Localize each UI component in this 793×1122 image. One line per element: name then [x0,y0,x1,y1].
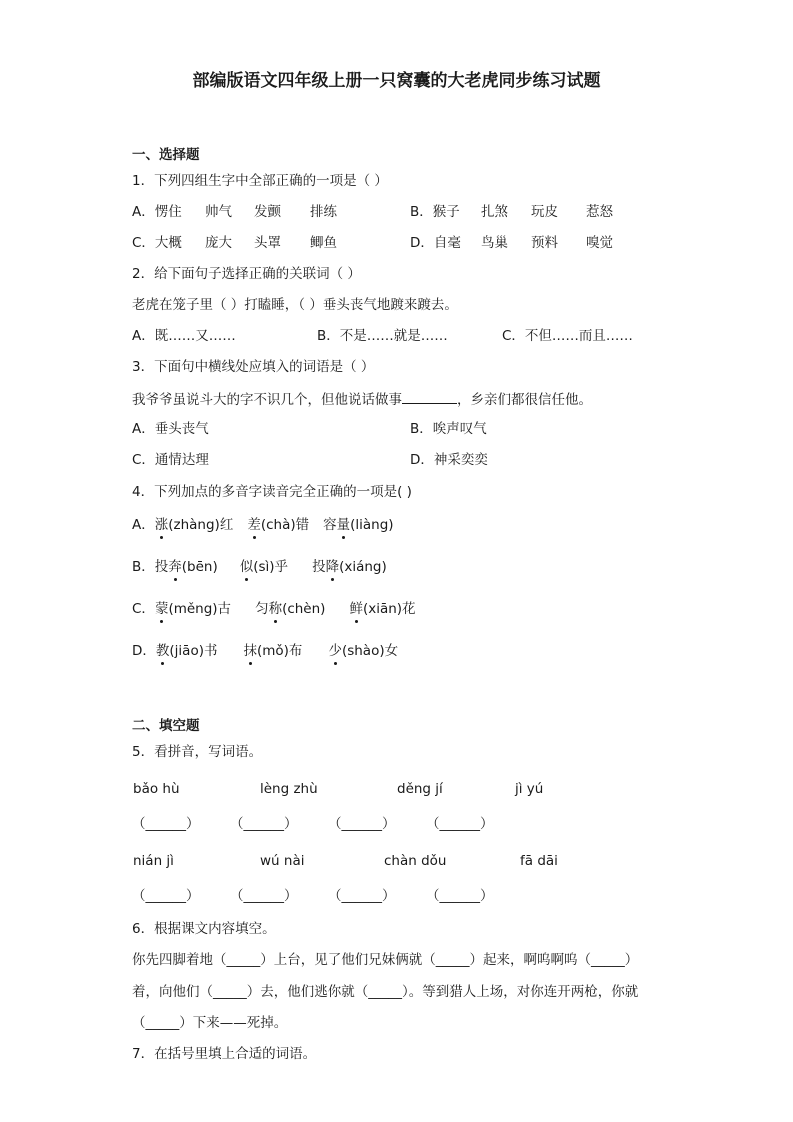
q1-option-c-word3: 头罩 [254,235,281,251]
q4-a-text-3: 容 [323,517,337,533]
q4-option-a [132,516,394,534]
q4-c-dotted-char-2: 称 [268,601,283,617]
q5-pinyin-7: chàn dǒu [384,853,447,869]
q4-c-dotted-char-1: 蒙 [154,601,169,617]
q3-option-a: A．垂头丧气 [132,421,209,437]
q4-b-text-3: 投 [312,559,326,575]
q5-pinyin-4: jì yú [515,781,544,797]
question-3-stem: 3．下面句中横线处应填入的词语是（ ） [132,359,375,375]
question-6-stem: 6．根据课文内容填空。 [132,921,276,937]
q4-a-dotted-char-2: 差 [247,517,261,533]
q4-a-pinyin-3: (liàng) [350,517,394,533]
q5-answer-8: （______） [426,888,494,904]
question-3-sentence [132,389,592,409]
question-4-stem: 4．下列加点的多音字读音完全正确的一项是( ) [132,484,412,500]
q3-sentence-part1: 我爷爷虽说斗大的字不识几个，但他说话做事 [132,392,402,408]
q2-option-c: C．不但……而且…… [502,328,633,344]
q1-option-c-word2: 庞大 [205,235,232,251]
q4-b-dotted-char-1: 奔 [168,559,182,575]
q1-option-a-word2: 帅气 [205,204,232,220]
q4-d-pinyin-1: (jiāo)书 [169,643,218,659]
q4-c-dotted-char-3: 鲜 [349,601,363,617]
q4-c-text-2: 匀 [255,601,269,617]
q4-a-dotted-char-3: 量 [336,517,351,533]
q4-b-pinyin-3: (xiáng) [339,559,387,575]
q1-option-a: A．愣住 [132,204,182,220]
q6-line-2: 着，向他们（_____）去，他们逃你就（_____）。等到猎人上场，对你连开两枪，你就 [132,984,639,1000]
question-2-stem: 2．给下面句子选择正确的关联词（ ） [132,266,361,282]
q5-pinyin-8: fā dāi [520,853,558,869]
question-1-stem: 1．下列四组生字中全部正确的一项是（ ） [132,173,388,189]
q1-option-d-word4: 嗅觉 [586,235,613,251]
q6-line-3: （_____）下来——死掉。 [132,1015,288,1031]
q5-answer-2: （______） [230,816,298,832]
q4-d-label: D． [132,643,156,659]
q1-option-d: D．自毫 [410,235,461,251]
q5-answer-4: （______） [426,816,494,832]
q4-b-dotted-char-2: 似 [239,559,254,575]
q4-option-c [132,600,416,618]
q4-option-b [132,558,387,576]
q1-option-b-word3: 玩皮 [531,204,558,220]
q1-option-d-word3: 预料 [531,235,558,251]
q4-a-pinyin-1: (zhàng)红 [168,517,234,533]
q4-c-pinyin-1: (měng)古 [168,601,232,617]
q4-b-pinyin-1: (bēn) [181,559,218,575]
q3-option-b: B．唉声叹气 [410,421,487,437]
q4-b-dotted-char-3: 降 [325,559,340,575]
q4-a-label: A． [132,517,155,533]
section-heading-fill: 二、填空题 [132,718,200,734]
question-5-stem: 5．看拼音，写词语。 [132,744,263,760]
q3-sentence-part2: ，乡亲们都很信任他。 [457,392,592,408]
page-title: 部编版语文四年级上册一只窝囊的大老虎同步练习试题 [192,71,601,91]
q4-a-pinyin-2: (chà)错 [260,517,310,533]
q1-option-c-word4: 鲫鱼 [310,235,337,251]
q3-answer-blank [402,389,457,404]
q6-line-1: 你先四脚着地（_____）上台，见了他们兄妹俩就（_____）起来，啊呜啊呜（_____） [132,952,639,968]
q5-pinyin-1: bǎo hù [133,781,180,797]
q5-answer-1: （______） [132,816,200,832]
q2-option-a: A．既……又…… [132,328,236,344]
q3-option-d: D．神采奕奕 [410,452,488,468]
q5-pinyin-5: nián jì [133,853,174,869]
q1-option-a-word4: 排练 [310,204,337,220]
q1-option-a-word3: 发颤 [254,204,281,220]
q4-b-label: B．投 [132,559,169,575]
q4-c-pinyin-3: (xiān)花 [362,601,416,617]
q4-d-pinyin-2: (mǒ)布 [256,643,303,659]
q5-answer-6: （______） [230,888,298,904]
q4-a-dotted-char-1: 涨 [154,517,169,533]
q4-b-pinyin-2: (sì)乎 [253,559,289,575]
q5-answer-7: （______） [328,888,396,904]
q2-option-b: B．不是……就是…… [317,328,448,344]
q4-option-d [132,642,398,660]
q4-c-pinyin-2: (chèn) [282,601,326,617]
q4-d-dotted-char-3: 少 [328,643,342,659]
q5-answer-3: （______） [328,816,396,832]
section-heading-choice: 一、选择题 [132,147,200,163]
question-7-stem: 7．在括号里填上合适的词语。 [132,1046,317,1062]
q1-option-b-word2: 扎煞 [481,204,508,220]
q5-pinyin-2: lèng zhù [260,781,318,797]
q4-d-pinyin-3: (shào)女 [341,643,399,659]
q1-option-c: C．大概 [132,235,182,251]
q3-option-c: C．通情达理 [132,452,209,468]
q1-option-d-word2: 鸟巢 [481,235,508,251]
q5-pinyin-3: děng jí [397,781,443,797]
q4-c-label: C． [132,601,155,617]
q4-d-dotted-char-2: 抹 [243,643,257,659]
q5-answer-5: （______） [132,888,200,904]
q5-pinyin-6: wú nài [260,853,305,869]
q1-option-b: B．猴子 [410,204,460,220]
q1-option-b-word4: 惹怒 [586,204,613,220]
question-2-sentence: 老虎在笼子里（ ）打瞌睡，（ ）垂头丧气地踱来踱去。 [132,297,458,313]
q4-d-dotted-char-1: 教 [155,643,170,659]
